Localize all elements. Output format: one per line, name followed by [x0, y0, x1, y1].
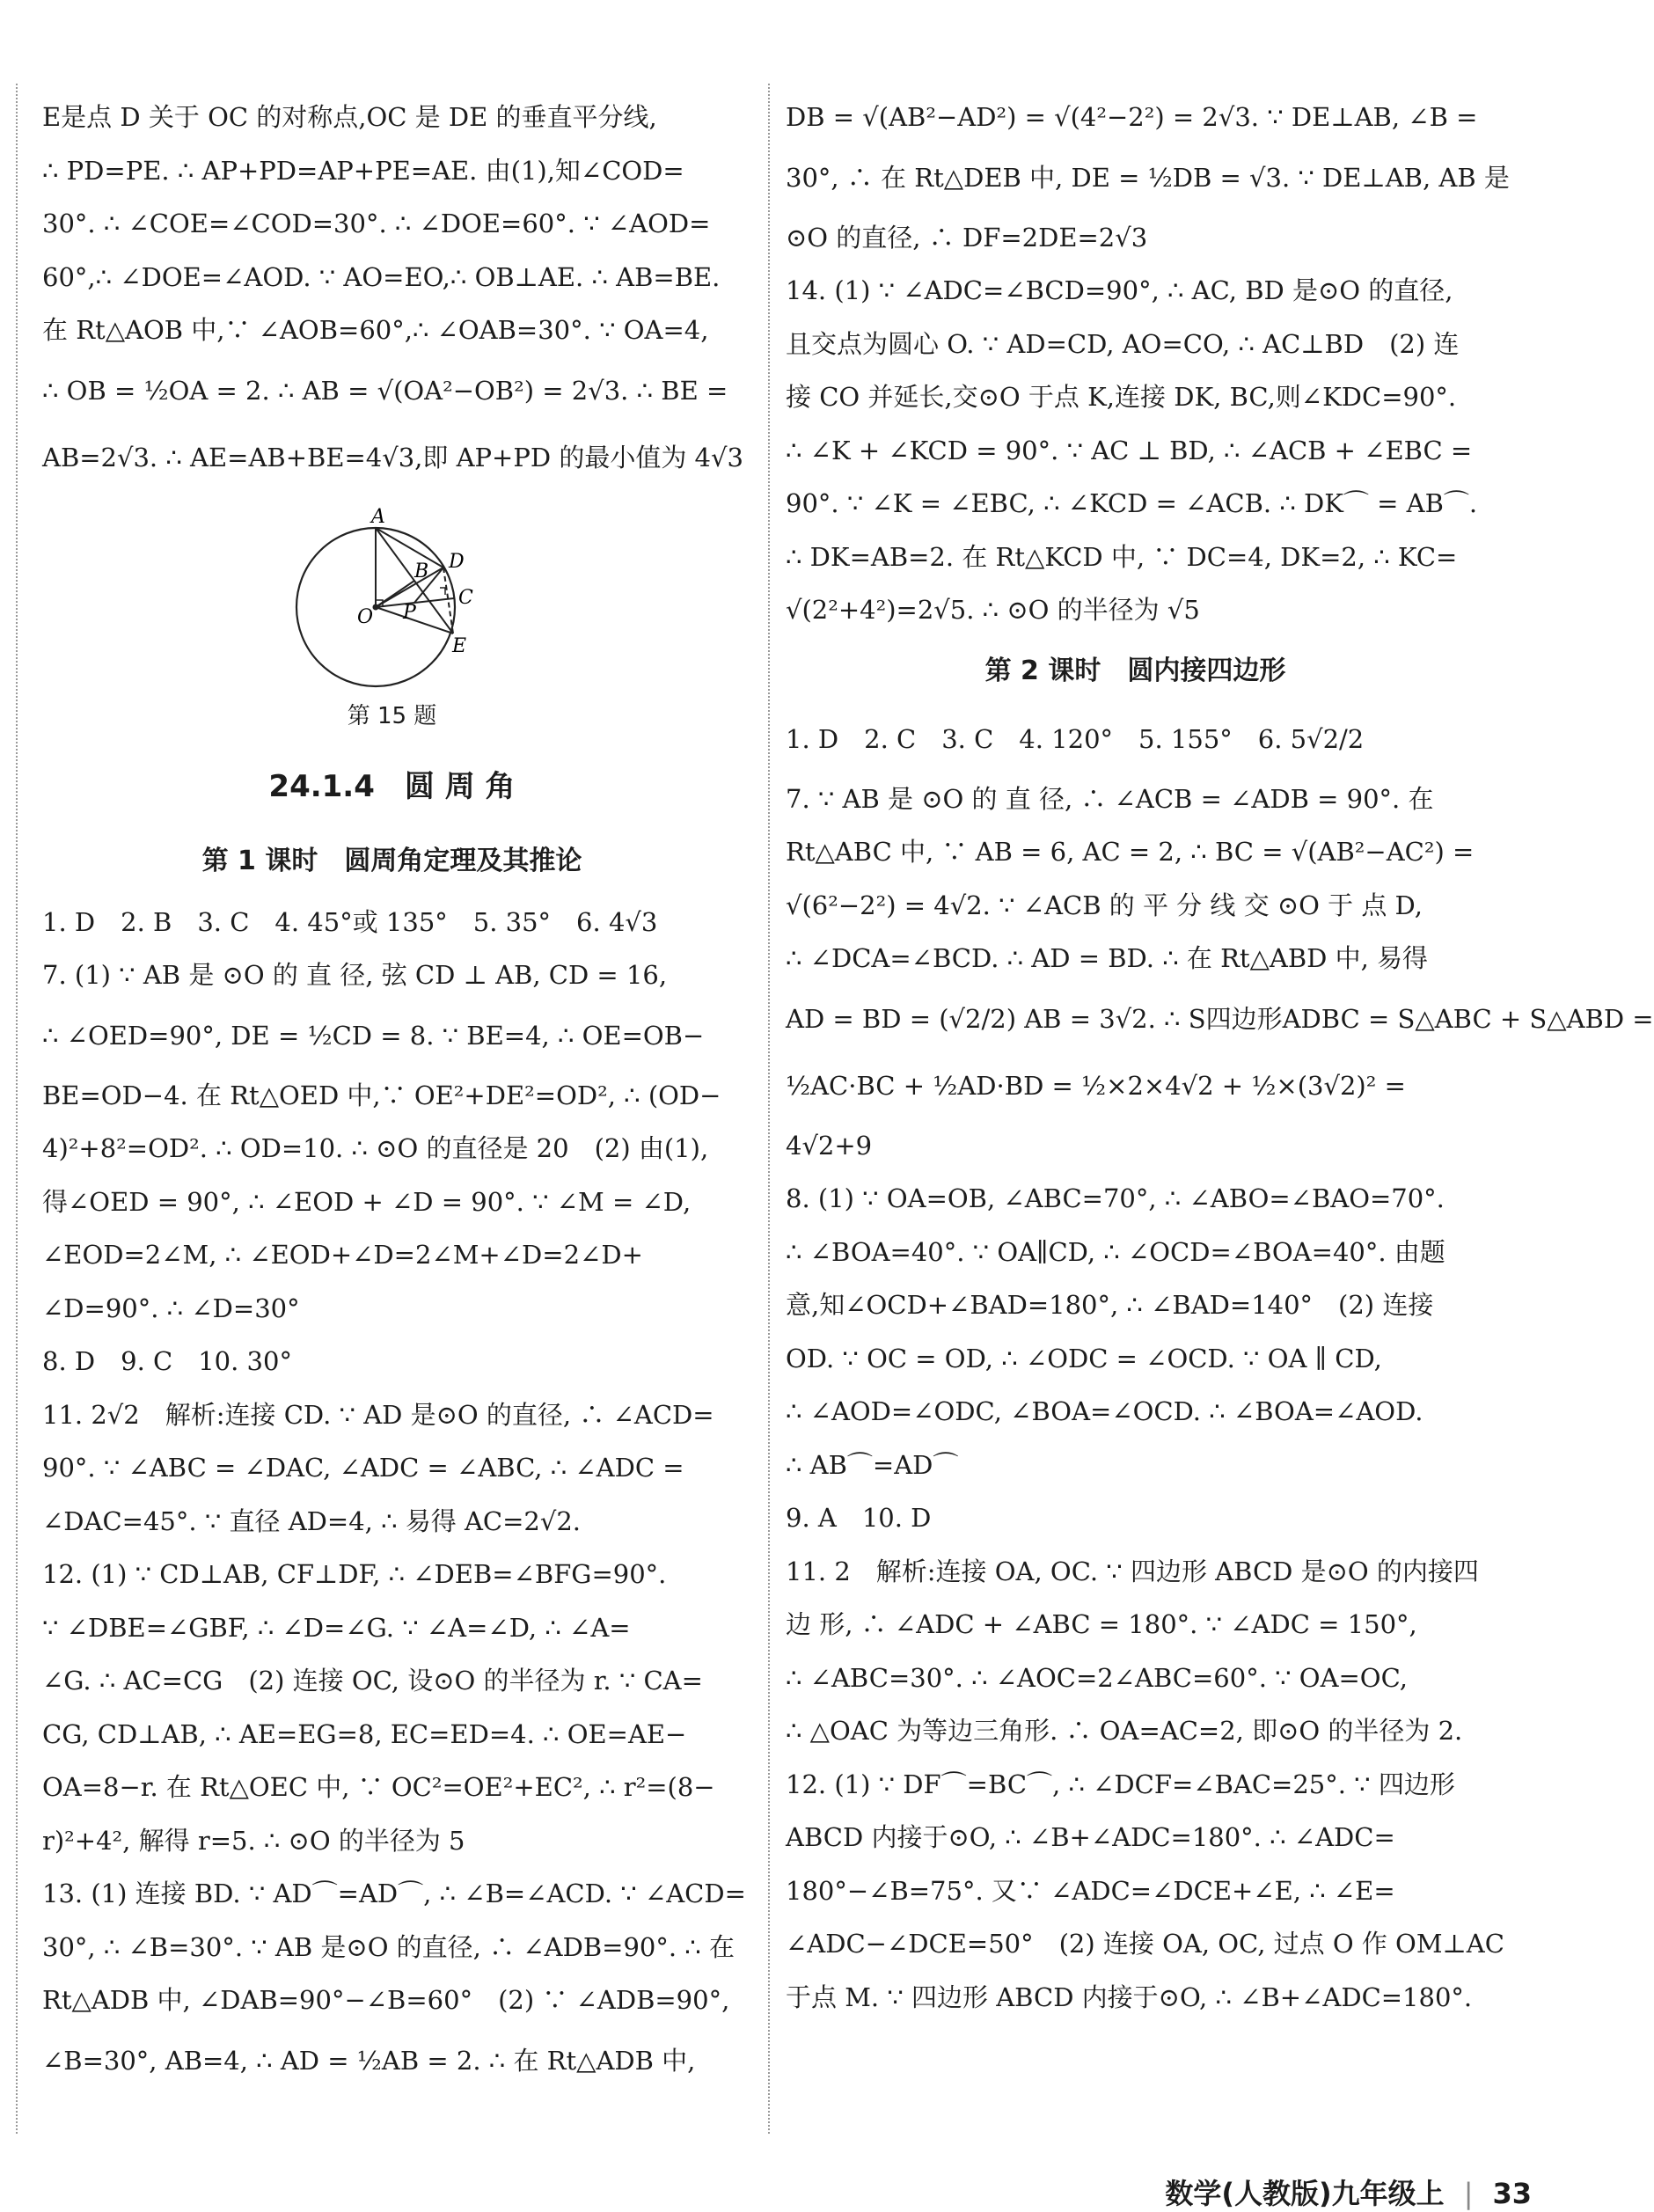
text-line: Rt△ADB 中, ∠DAB=90°−∠B=60° (2) ∵ ∠ADB=90°,	[42, 1985, 730, 2015]
text-line: 得∠OED = 90°, ∴ ∠EOD + ∠D = 90°. ∵ ∠M = ∠D,	[42, 1186, 692, 1217]
text-line: 13. (1) 连接 BD. ∵ AD⌒=AD⌒, ∴ ∠B=∠ACD. ∵ ∠ACD=	[42, 1879, 746, 1908]
text-line: 30°. ∴ ∠COE=∠COD=30°. ∴ ∠DOE=60°. ∵ ∠AOD=	[42, 209, 711, 238]
text-line: 1. D 2. C 3. C 4. 120° 5. 155° 6. 5√2/2	[786, 723, 1365, 754]
figure-caption: 第 15 题	[347, 702, 437, 729]
text-line: 意,知∠OCD+∠BAD=180°, ∴ ∠BAD=140° (2) 连接	[786, 1290, 1434, 1320]
footer-subject: 数学(人教版)九年级上	[1165, 2177, 1445, 2210]
geometry-figure	[42, 491, 742, 699]
text-line: OA=8−r. 在 Rt△OEC 中, ∵ OC²=OE²+EC², ∴ r²=(8−	[42, 1772, 715, 1802]
text-line: 1. D 2. B 3. C 4. 45°或 135° 5. 35° 6. 4√3	[42, 906, 658, 937]
text-line: 11. 2√2 解析:连接 CD. ∵ AD 是⊙O 的直径, ∴ ∠ACD=	[42, 1399, 714, 1430]
text-line: 11. 2 解析:连接 OA, OC. ∵ 四边形 ABCD 是⊙O 的内接四	[786, 1556, 1479, 1586]
footer-separator: |	[1463, 2177, 1474, 2210]
text-line: ∴ ∠DCA=∠BCD. ∴ AD = BD. ∴ 在 Rt△ABD 中, 易得	[786, 943, 1429, 973]
figure-label-o: O	[357, 605, 374, 628]
text-line: ∴ AB⌒=AD⌒	[786, 1449, 959, 1480]
figure-label-a: A	[371, 505, 385, 528]
right-lines-a	[786, 91, 1510, 637]
text-line: r)²+4², 解得 r=5. ∴ ⊙O 的半径为 5	[42, 1825, 465, 1856]
lesson-title: 第 2 课时 圆内接四边形	[984, 655, 1286, 686]
margin-dotted-rule	[16, 84, 18, 2134]
section-title: 24.1.4 圆 周 角	[268, 768, 516, 804]
text-line: ∠B=30°, AB=4, ∴ AD = ½AB = 2. ∴ 在 Rt△ADB 中,	[42, 2045, 696, 2076]
text-line: 180°−∠B=75°. 又∵ ∠ADC=∠DCE+∠E, ∴ ∠E=	[786, 1875, 1395, 1906]
text-line: 30°, ∴ ∠B=30°. ∵ AB 是⊙O 的直径, ∴ ∠ADB=90°. ∴ 在	[42, 1931, 735, 1962]
text-line: 30°, ∴ 在 Rt△DEB 中, DE = ½DB = √3. ∵ DE⊥AB, AB 是	[786, 162, 1510, 193]
text-line: 12. (1) ∵ CD⊥AB, CF⊥DF, ∴ ∠DEB=∠BFG=90°.	[42, 1559, 667, 1589]
text-line: DB = √(AB²−AD²) = √(4²−2²) = 2√3. ∵ DE⊥AB, ∠B =	[786, 102, 1478, 132]
text-line: 7. (1) ∵ AB 是 ⊙O 的 直 径, 弦 CD ⊥ AB, CD = 16,	[42, 960, 668, 990]
text-line: ∴ ∠AOD=∠ODC, ∠BOA=∠OCD. ∴ ∠BOA=∠AOD.	[786, 1396, 1423, 1426]
text-line: ⊙O 的直径, ∴ DF=2DE=2√3	[786, 222, 1148, 253]
figure-label-b: B	[414, 560, 429, 582]
text-line: 于点 M. ∵ 四边形 ABCD 内接于⊙O, ∴ ∠B+∠ADC=180°.	[786, 1981, 1473, 2012]
text-line: ∴ DK=AB=2. 在 Rt△KCD 中, ∵ DC=4, DK=2, ∴ KC=	[786, 541, 1458, 572]
text-line: ½AC·BC + ½AD·BD = ½×2×4√2 + ½×(3√2)² =	[786, 1070, 1406, 1101]
text-line: ∴ PD=PE. ∴ AP+PD=AP+PE=AE. 由(1),知∠COD=	[42, 155, 684, 186]
text-line: Rt△ABC 中, ∵ AB = 6, AC = 2, ∴ BC = √(AB²−AC²) =	[786, 837, 1475, 867]
text-line: ∠EOD=2∠M, ∴ ∠EOD+∠D=2∠M+∠D=2∠D+	[42, 1240, 643, 1270]
figure-label-c: C	[458, 586, 473, 609]
text-line: √(2²+4²)=2√5. ∴ ⊙O 的半径为 √5	[786, 595, 1200, 625]
text-line: ∴ △OAC 为等边三角形. ∴ OA=AC=2, 即⊙O 的半径为 2.	[786, 1716, 1463, 1746]
left-lines-a	[42, 91, 742, 491]
text-line: 7. ∵ AB 是 ⊙O 的 直 径, ∴ ∠ACB = ∠ADB = 90°. 在	[786, 783, 1434, 814]
text-line: CG, CD⊥AB, ∴ AE=EG=8, EC=ED=4. ∴ OE=AE−	[42, 1718, 687, 1749]
text-line: 4√2+9	[786, 1130, 873, 1161]
text-line: ∠G. ∴ AC=CG (2) 连接 OC, 设⊙O 的半径为 r. ∵ CA=	[42, 1666, 703, 1696]
text-line: 接 CO 并延长,交⊙O 于点 K,连接 DK, BC,则∠KDC=90°.	[786, 382, 1457, 412]
figure-label-e: E	[452, 634, 467, 657]
right-lines-b	[786, 706, 1654, 2025]
text-line: 8. (1) ∵ OA=OB, ∠ABC=70°, ∴ ∠ABO=∠BAO=70°.	[786, 1183, 1445, 1213]
text-line: 在 Rt△AOB 中,∵ ∠AOB=60°,∴ ∠OAB=30°. ∵ OA=4,	[42, 315, 709, 345]
text-line: OD. ∵ OC = OD, ∴ ∠ODC = ∠OCD. ∵ OA ∥ CD,	[786, 1343, 1382, 1373]
text-line: 14. (1) ∵ ∠ADC=∠BCD=90°, ∴ AC, BD 是⊙O 的直径,	[786, 275, 1453, 305]
left-lines-b	[42, 896, 746, 2094]
text-line: 12. (1) ∵ DF⌒=BC⌒, ∴ ∠DCF=∠BAC=25°. ∵ 四边形	[786, 1769, 1455, 1799]
center-point	[373, 604, 379, 610]
text-line: ∴ OB = ½OA = 2. ∴ AB = √(OA²−OB²) = 2√3. ∴ BE =	[42, 375, 728, 406]
text-line: 4)²+8²=OD². ∴ OD=10. ∴ ⊙O 的直径是 20 (2) 由(1),	[42, 1133, 709, 1163]
text-line: ∵ ∠DBE=∠GBF, ∴ ∠D=∠G. ∵ ∠A=∠D, ∴ ∠A=	[42, 1612, 631, 1643]
text-line: ∠ADC−∠DCE=50° (2) 连接 OA, OC, 过点 O 作 OM⊥AC	[786, 1929, 1504, 1959]
text-line: ∴ ∠K + ∠KCD = 90°. ∵ AC ⊥ BD, ∴ ∠ACB + ∠EBC =	[786, 435, 1473, 465]
lesson-title: 第 1 课时 圆周角定理及其推论	[201, 845, 582, 876]
text-line: ∠DAC=45°. ∵ 直径 AD=4, ∴ 易得 AC=2√2.	[42, 1505, 582, 1536]
text-line: ∴ ∠OED=90°, DE = ½CD = 8. ∵ BE=4, ∴ OE=OB−	[42, 1020, 705, 1051]
text-line: ABCD 内接于⊙O, ∴ ∠B+∠ADC=180°. ∴ ∠ADC=	[786, 1822, 1395, 1852]
text-line: 60°,∴ ∠DOE=∠AOD. ∵ AO=EO,∴ OB⊥AE. ∴ AB=BE.	[42, 261, 721, 292]
column-divider	[768, 84, 770, 2134]
text-line: E是点 D 关于 OC 的对称点,OC 是 DE 的垂直平分线,	[42, 102, 657, 132]
right-angle-mark-c	[440, 588, 445, 595]
figure-label-p: P	[403, 601, 416, 624]
text-line: ∴ ∠ABC=30°. ∴ ∠AOC=2∠ABC=60°. ∵ OA=OC,	[786, 1662, 1408, 1693]
text-line: ∠D=90°. ∴ ∠D=30°	[42, 1293, 300, 1323]
text-line: ∴ ∠BOA=40°. ∵ OA∥CD, ∴ ∠OCD=∠BOA=40°. 由题	[786, 1236, 1445, 1267]
page-footer	[1165, 2172, 1532, 2212]
text-line: √(6²−2²) = 4√2. ∵ ∠ACB 的 平 分 线 交 ⊙O 于 点 D,	[786, 890, 1423, 920]
text-line: 8. D 9. C 10. 30°	[42, 1346, 292, 1376]
text-line: AD = BD = (√2/2) AB = 3√2. ∴ S四边形ADBC = S△ABC + S△ABD =	[786, 1003, 1654, 1034]
text-line: 90°. ∵ ∠K = ∠EBC, ∴ ∠KCD = ∠ACB. ∴ DK⌒ = AB⌒.	[786, 488, 1478, 518]
text-line: AB=2√3. ∴ AE=AB+BE=4√3,即 AP+PD 的最小值为 4√3	[42, 442, 743, 472]
text-line: BE=OD−4. 在 Rt△OED 中,∵ OE²+DE²=OD², ∴ (OD−	[42, 1080, 721, 1110]
segment-ad	[376, 528, 443, 568]
text-line: 9. A 10. D	[786, 1503, 932, 1533]
right-column	[786, 91, 1654, 2024]
circle-figure-svg	[289, 491, 500, 699]
text-line: 且交点为圆心 O. ∵ AD=CD, AO=CO, ∴ AC⊥BD (2) 连	[786, 328, 1460, 359]
left-column	[42, 91, 746, 2094]
text-line: 90°. ∵ ∠ABC = ∠DAC, ∠ADC = ∠ABC, ∴ ∠ADC =	[42, 1453, 684, 1483]
page-number: 33	[1492, 2177, 1532, 2210]
text-line: 边 形, ∴ ∠ADC + ∠ABC = 180°. ∵ ∠ADC = 150°,	[786, 1609, 1417, 1639]
figure-label-d: D	[449, 550, 465, 573]
